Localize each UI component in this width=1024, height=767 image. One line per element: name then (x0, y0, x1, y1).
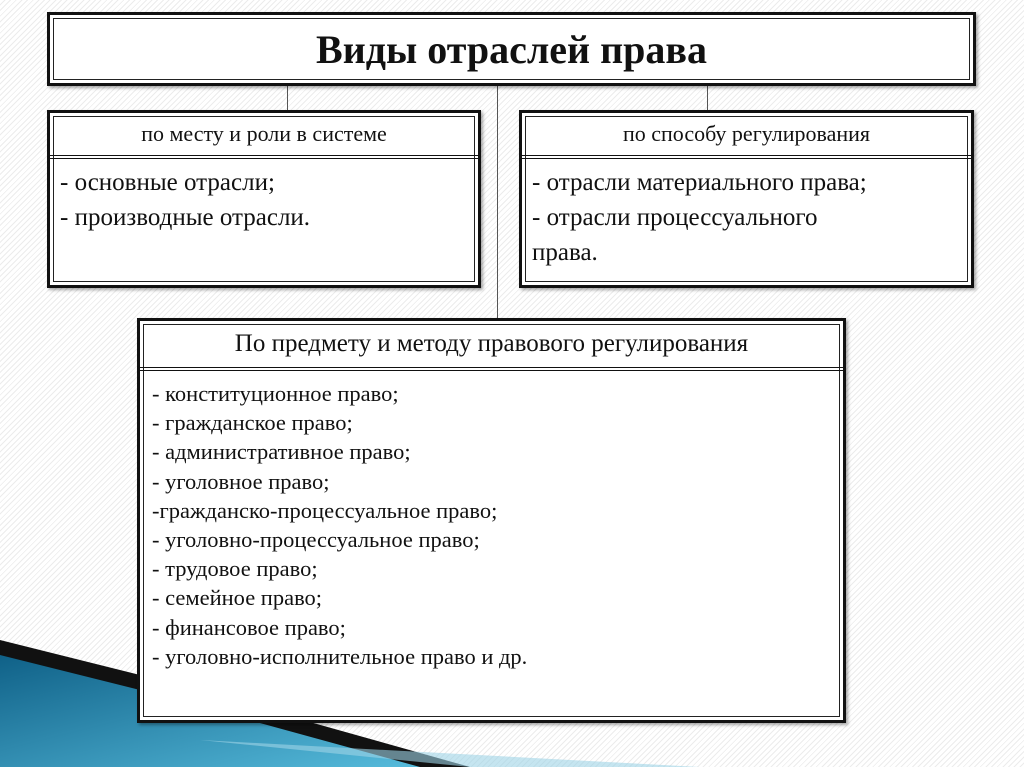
category-list (50, 159, 478, 241)
connector-left (287, 85, 288, 111)
connector-right (707, 85, 708, 111)
category-header: по месту и роли в системе (50, 113, 478, 159)
list-item: - административное право; (152, 439, 411, 465)
category-list (522, 159, 971, 276)
category-box-subject-method (137, 318, 846, 723)
list-item: - уголовное право; (152, 468, 330, 494)
list-item: - финансовое право; (152, 614, 346, 640)
list-item: - основные отрасли; (60, 169, 275, 196)
list-item: права. (532, 239, 598, 266)
list-item: - уголовно-исполнительное право и др. (152, 643, 528, 669)
category-box-place-role (47, 110, 481, 288)
list-item: - гражданское право; (152, 410, 353, 436)
connector-center (497, 85, 498, 319)
list-item: - семейное право; (152, 585, 323, 611)
list-item: - уголовно-процессуальное право; (152, 527, 480, 553)
category-header: по способу регулирования (522, 113, 971, 159)
list-item: - отрасли материального права; (532, 169, 867, 196)
list-item: - трудовое право; (152, 556, 318, 582)
page-title: Виды отраслей права (47, 12, 976, 86)
list-item: - производные отрасли. (60, 204, 311, 231)
category-list (140, 371, 843, 679)
list-item: - отрасли процессуального (532, 204, 818, 231)
list-item: -гражданско-процессуальное право; (152, 497, 498, 523)
category-header: По предмету и методу правового регулирования (140, 321, 843, 371)
list-item: - конституционное право; (152, 381, 399, 406)
category-box-regulation-method (519, 110, 974, 288)
